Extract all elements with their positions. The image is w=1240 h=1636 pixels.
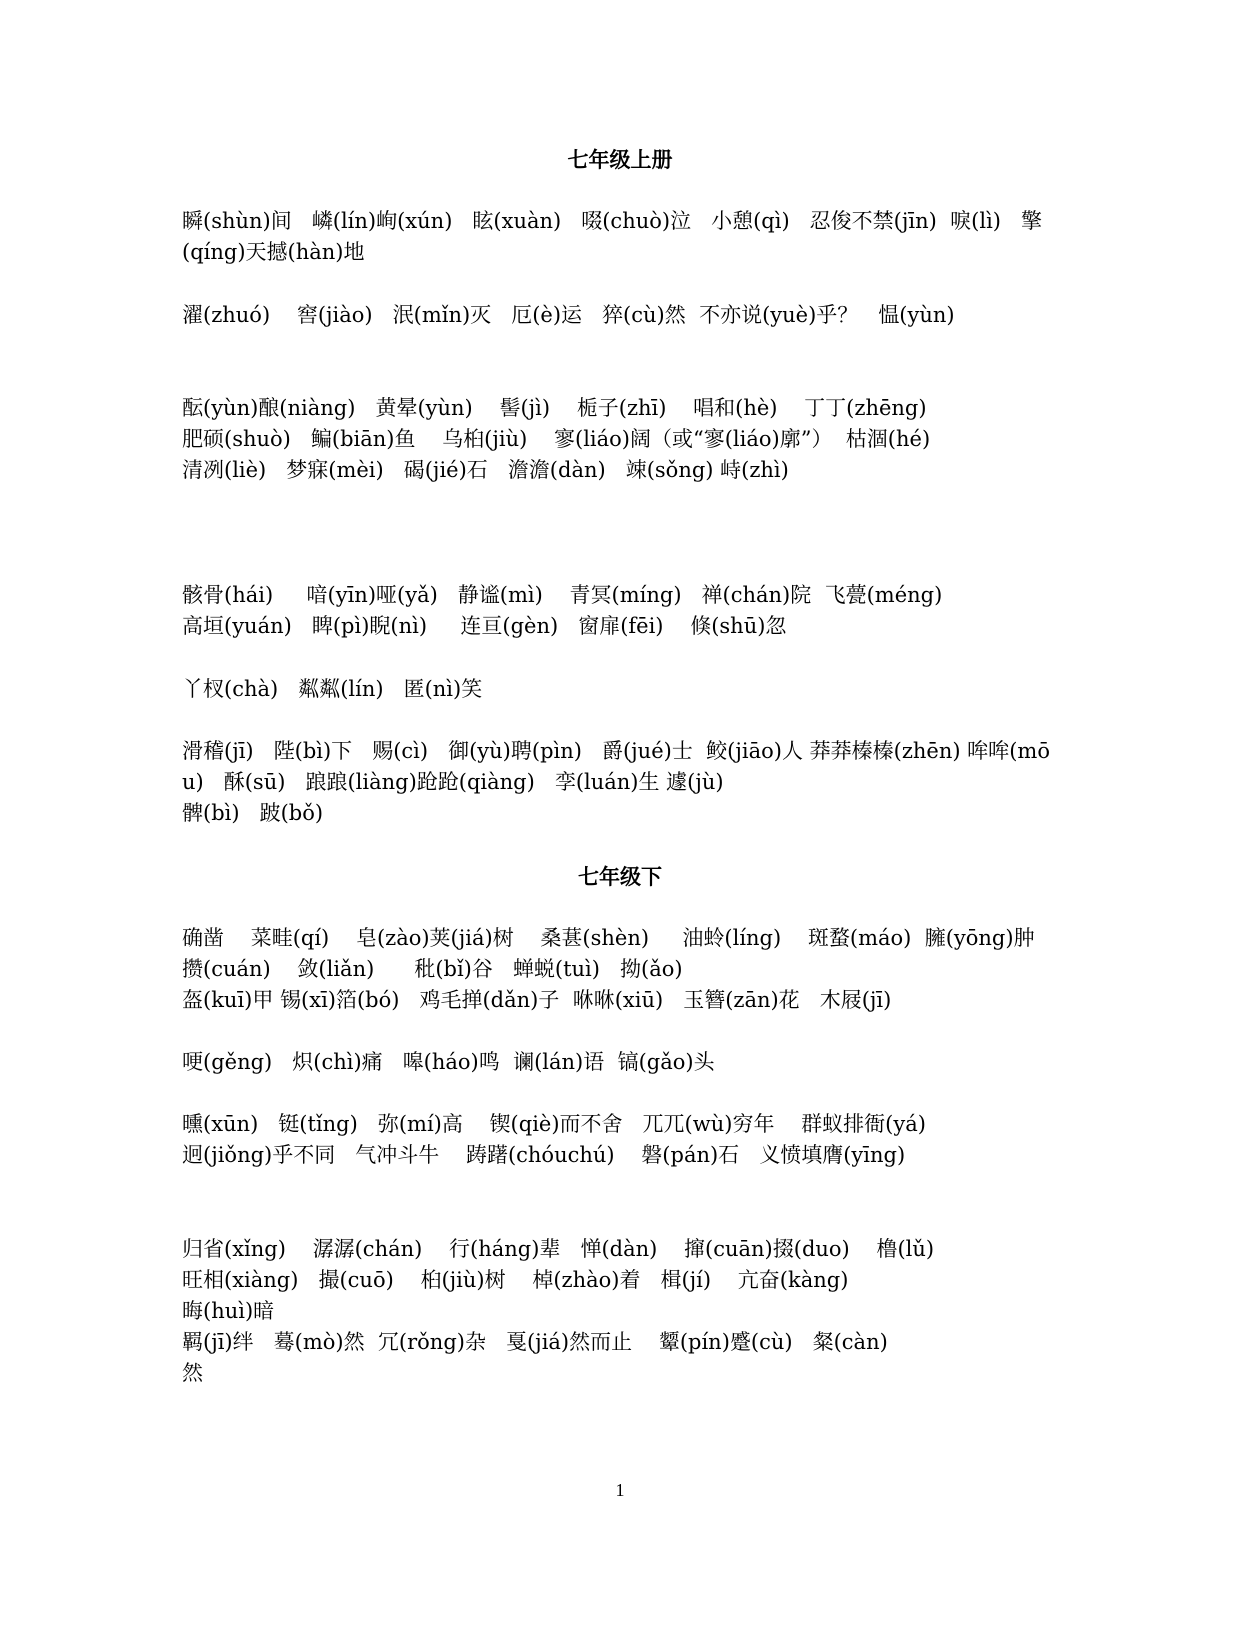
vocab-paragraph: 滑稽(jī) 陛(bì)下 赐(cì) 御(yù)聘(pìn) 爵(jué)士 鲛(jiāo)人 莽莽榛榛(zhēn) 哞哞(mōu) 酥(sū) 踉踉(liàng)跄跄(qiàng) 孪(luán)生 遽(jù) 髀(bì) 跛(bǒ) (182, 739, 1050, 825)
section-heading-grade7-vol1: 七年级上册 (567, 148, 673, 172)
vocab-paragraph: 濯(zhuó) 窖(jiào) 泯(mǐn)灭 厄(è)运 猝(cù)然 不亦说(yuè)乎？ 愠(yùn) (182, 303, 955, 327)
vocab-paragraph: 确凿 菜畦(qí) 皂(zào)荚(jiá)树 桑葚(shèn) 油蛉(líng) 斑蝥(máo) 臃(yōng)肿 攒(cuán) 敛(liǎn) 秕(bǐ)谷 蝉蜕(tuì) 拗(ǎo) 盔(kuī)甲 锡(xī)箔(bó) 鸡毛掸(dǎn)子 咻咻(xiū) 玉簪(zān)花 木屐(jī) (182, 926, 1035, 1012)
vocab-paragraph: 酝(yùn)酿(niàng) 黄晕(yùn) 髻(jì) 栀子(zhī) 唱和(hè) 丁丁(zhēng) 肥硕(shuò) 鳊(biān)鱼 乌桕(jiù) 寥(liáo)阔（或“寥(liáo)廓”） 枯涸(hé) 清冽(liè) 梦寐(mèi) 碣(jié)石 澹澹(dàn) 竦(sǒng) 峙(zhì) (182, 396, 931, 482)
vocab-paragraph: 骸骨(hái) 喑(yīn)哑(yǎ) 静谧(mì) 青冥(míng) 禅(chán)院 飞甍(méng) 高垣(yuán) 睥(pì)睨(nì) 连亘(gèn) 窗扉(fēi) 倏(shū)忽 (182, 583, 943, 638)
vocab-paragraph: 曛(xūn) 铤(tǐng) 弥(mí)高 锲(qiè)而不舍 兀兀(wù)穷年 群蚁排衙(yá) 迥(jiǒng)乎不同 气冲斗牛 踌躇(chóuchú) 磐(pán)石 义愤填膺(yīng) (182, 1112, 926, 1167)
vocab-paragraph: 瞬(shùn)间 嶙(lín)峋(xún) 眩(xuàn) 啜(chuò)泣 小憩(qì) 忍俊不禁(jīn) 唳(lì) 擎(qíng)天撼(hàn)地 (182, 209, 1043, 264)
page-number: 1 (615, 1480, 625, 1500)
vocab-paragraph: 哽(gěng) 炽(chì)痛 嗥(háo)鸣 谰(lán)语 镐(gǎo)头 (182, 1050, 715, 1074)
vocab-paragraph: 归省(xǐng) 潺潺(chán) 行(háng)辈 惮(dàn) 撺(cuān)掇(duo) 橹(lǔ) 旺相(xiàng) 撮(cuō) 桕(jiù)树 棹(zhào)着 楫(jí) 亢奋(kàng) 晦(huì)暗 羁(jī)绊 蓦(mò)然 冗(rǒng)杂 戛(jiá)然而止 颦(pín)蹙(cù) 粲(càn) 然 (182, 1237, 935, 1385)
vocab-paragraph: 丫杈(chà) 粼粼(lín) 匿(nì)笑 (182, 677, 483, 701)
section-heading-grade7-vol2: 七年级下 (578, 865, 662, 889)
